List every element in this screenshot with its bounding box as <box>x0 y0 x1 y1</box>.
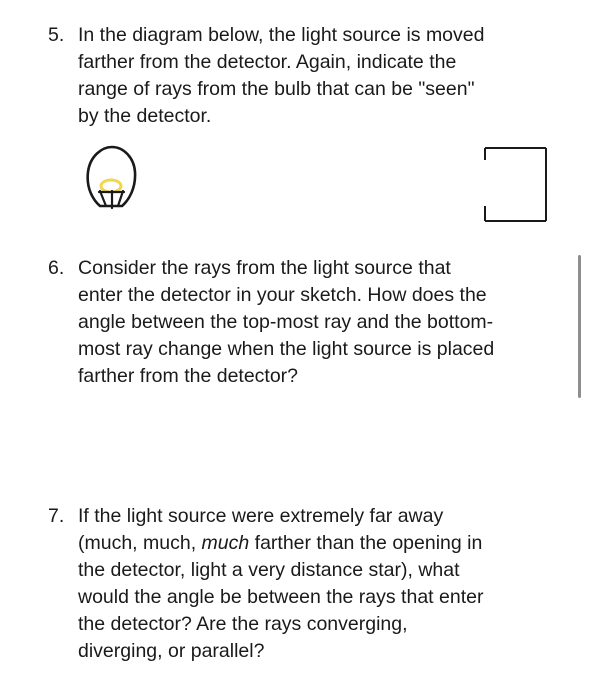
question-7-line: the detector, light a very distance star), what <box>78 559 460 581</box>
question-6-line: angle between the top-most ray and the bottom- <box>78 311 494 333</box>
question-6-number: 6. <box>48 257 65 279</box>
question-5 <box>48 22 568 132</box>
question-7-line: If the light source were extremely far away <box>78 505 444 527</box>
question-7-line-part: (much, much, <box>78 532 202 554</box>
question-5-text <box>78 22 568 130</box>
question-6 <box>48 255 568 395</box>
question-6-text <box>78 255 568 390</box>
question-5-line: In the diagram below, the light source is moved <box>78 24 485 46</box>
question-5-number: 5. <box>48 24 65 46</box>
question-7-line: diverging, or parallel? <box>78 640 265 662</box>
question-7-line: would the angle be between the rays that enter <box>78 586 484 608</box>
question-7-emphasis: much <box>201 532 250 554</box>
bulb-glow-icon <box>101 180 121 192</box>
bulb-detector-diagram <box>0 130 589 230</box>
question-6-line: enter the detector in your sketch. How does the <box>78 284 487 306</box>
question-5-line: range of rays from the bulb that can be "seen" <box>78 78 475 100</box>
question-6-line: most ray change when the light source is placed <box>78 338 495 360</box>
question-6-line: Consider the rays from the light source that <box>78 257 451 279</box>
question-7-text <box>78 503 568 665</box>
question-5-line: by the detector. <box>78 105 212 127</box>
question-7-line-part: farther than the opening in <box>249 532 483 554</box>
question-5-line: farther from the detector. Again, indicate the <box>78 51 457 73</box>
question-7-line <box>78 530 568 557</box>
question-7 <box>48 503 568 673</box>
scrollbar[interactable] <box>578 255 581 398</box>
question-6-line: farther from the detector? <box>78 365 299 387</box>
diagram-canvas <box>0 130 589 230</box>
question-7-line: the detector? Are the rays converging, <box>78 613 408 635</box>
question-7-number: 7. <box>48 505 65 527</box>
detector-box-icon <box>485 148 546 221</box>
light-bulb-icon <box>88 147 135 208</box>
